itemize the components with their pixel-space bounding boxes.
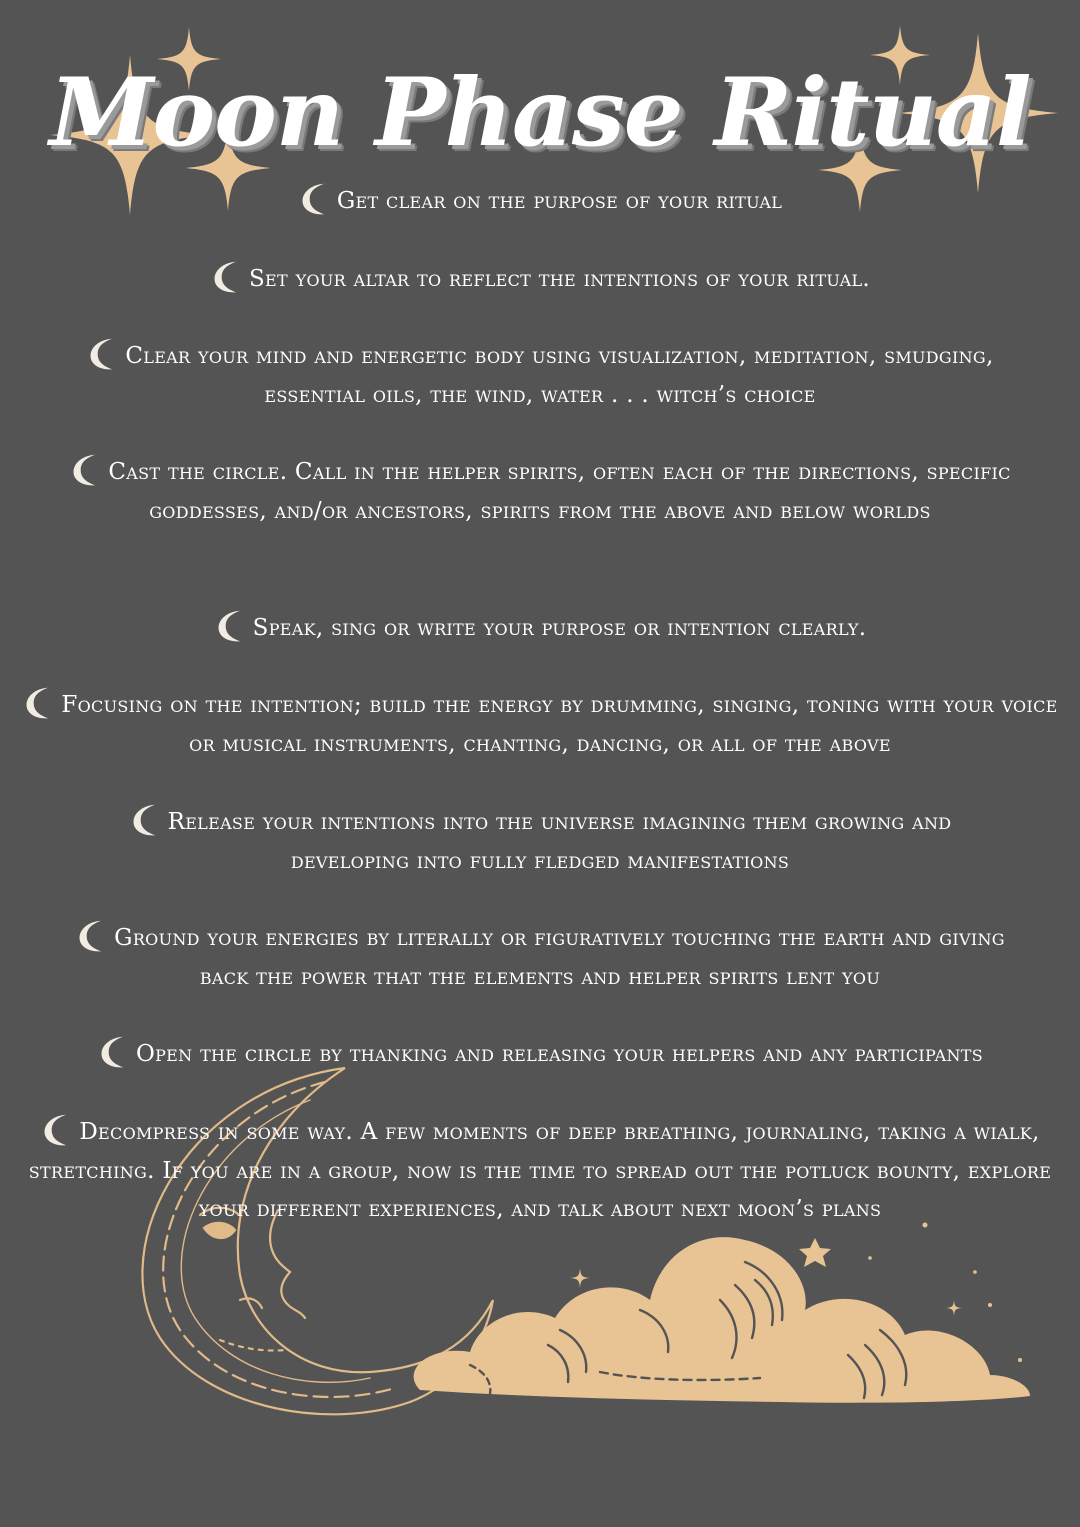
ritual-step <box>50 451 1030 530</box>
ritual-step <box>20 684 1060 763</box>
crescent-moon-icon <box>214 607 250 645</box>
ritual-step <box>150 607 930 648</box>
crescent-moon-icon <box>129 801 165 839</box>
step-text: Clear your mind and energetic body using visualization, meditation, smudging, essential oils, the wind, water . . . witch’s choice <box>125 343 994 408</box>
cloud-illustration <box>414 1223 1030 1403</box>
step-text: Speak, sing or write your purpose or intention clearly. <box>252 615 867 641</box>
step-text: Get clear on the purpose of your ritual <box>336 188 783 214</box>
ritual-step <box>180 180 900 221</box>
ritual-step <box>50 917 1030 996</box>
ritual-step <box>80 335 1000 414</box>
sparkle-star-icon <box>946 1300 962 1316</box>
step-text: Ground your energies by literally or figuratively touching the earth and giving back the power that the elements and helper spirits lent you <box>114 925 1005 990</box>
step-text: Open the circle by thanking and releasing your helpers and any participants <box>135 1041 984 1067</box>
crescent-moon-icon <box>210 258 246 296</box>
step-text: Focusing on the intention; build the energy by drumming, singing, toning with your voice or musical instruments, chanting, dancing, or all of the above <box>61 692 1058 757</box>
page-title: Moon Phase Ritual <box>49 58 1031 168</box>
star-icon <box>799 1238 831 1267</box>
step-text: Cast the circle. Call in the helper spirits, often each of the directions, specific goddesses, and/or ancestors, spirits from the above and below worlds <box>108 459 1011 524</box>
step-text: Decompress in some way. A few moments of deep breathing, journaling, taking a wialk, stretching. If you are in a group, now is the time to spread out the potluck bounty, explore your different experiences, and talk about next moon’s plans <box>28 1119 1052 1222</box>
crescent-moon-icon <box>97 1033 133 1071</box>
sparkle-star-icon <box>570 1268 590 1288</box>
crescent-moon-icon <box>75 917 111 955</box>
crescent-moon-icon <box>298 180 334 218</box>
ritual-step <box>20 1111 1060 1229</box>
ritual-step <box>30 1033 1050 1074</box>
ritual-step <box>150 258 930 299</box>
step-text: Release your intentions into the universe imagining them growing and developing into fully fledged manifestations <box>167 809 952 874</box>
crescent-moon-icon <box>40 1111 76 1149</box>
step-text: Set your altar to reflect the intentions of your ritual. <box>248 266 871 292</box>
crescent-moon-icon <box>22 684 58 722</box>
crescent-moon-icon <box>69 451 105 489</box>
crescent-moon-icon <box>86 335 122 373</box>
ritual-step <box>70 801 1010 880</box>
